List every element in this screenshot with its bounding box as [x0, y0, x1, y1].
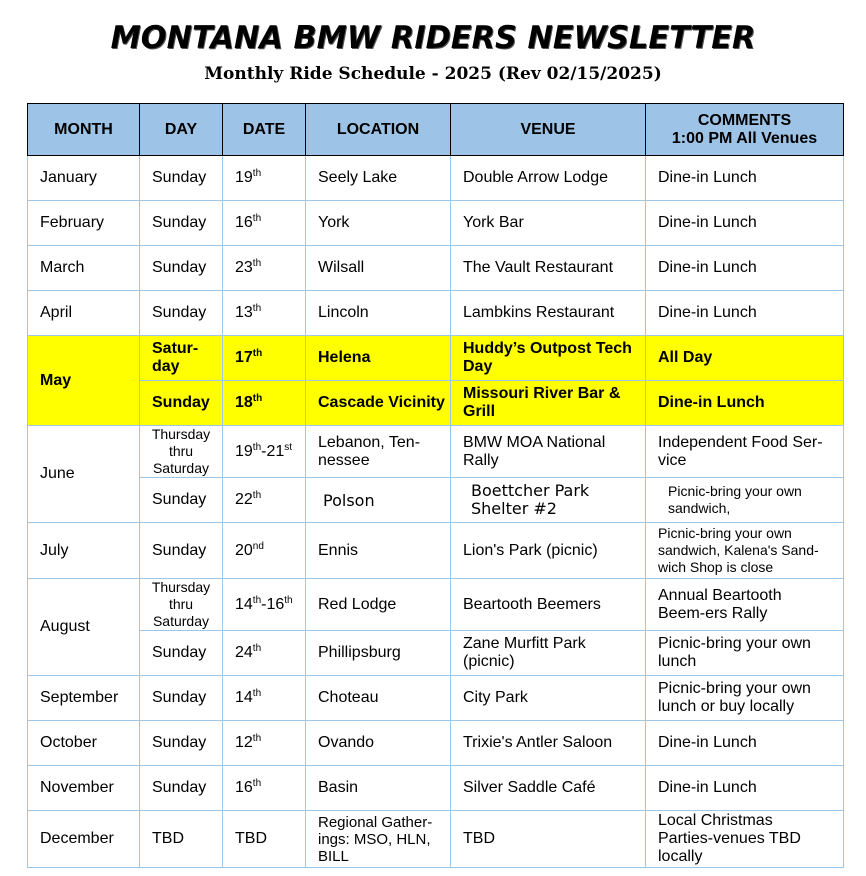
date-suffix: th — [252, 213, 262, 224]
date-suffix: th — [252, 778, 262, 789]
cell-comments: Dine-in Lunch — [646, 381, 844, 426]
cell-venue: Huddy’s Outpost Tech Day — [451, 336, 646, 381]
cell-date — [223, 201, 306, 246]
table-row-highlighted — [28, 381, 844, 426]
cell-venue: The Vault Restaurant — [451, 246, 646, 291]
date-value: 16 — [235, 779, 253, 796]
col-location: LOCATION — [306, 104, 451, 156]
cell-location: Ovando — [306, 721, 451, 766]
col-comments-sub: 1:00 PM All Venues — [671, 129, 818, 147]
date-suffix: th — [252, 303, 262, 314]
cell-month: August — [28, 579, 140, 676]
cell-month: June — [28, 426, 140, 523]
cell-day: Sunday — [140, 523, 223, 579]
cell-location: Seely Lake — [306, 156, 451, 201]
cell-location: Red Lodge — [306, 579, 451, 631]
newsletter-title: MONTANA BMW RIDERS NEWSLETTER — [110, 20, 756, 56]
cell-comments: Annual Beartooth Beem-ers Rally — [646, 579, 844, 631]
cell-date — [223, 156, 306, 201]
date-value: 13 — [235, 304, 253, 321]
cell-location: Choteau — [306, 676, 451, 721]
cell-month: December — [28, 811, 140, 868]
table-row — [28, 246, 844, 291]
cell-comments: Independent Food Ser-vice — [646, 426, 844, 478]
cell-venue: Lion's Park (picnic) — [451, 523, 646, 579]
cell-venue: Missouri River Bar & Grill — [451, 381, 646, 426]
table-row — [28, 426, 844, 478]
cell-location: Cascade Vicinity — [306, 381, 451, 426]
schedule-subtitle: Monthly Ride Schedule - 2025 (Rev 02/15/2025) — [204, 64, 662, 84]
cell-comments: Picnic-bring your own lunch — [646, 631, 844, 676]
date-value: 23 — [235, 259, 253, 276]
cell-date — [223, 291, 306, 336]
cell-comments: Picnic-bring your own sandwich, Kalena's Sand-wich Shop is close — [646, 523, 844, 579]
cell-location: Basin — [306, 766, 451, 811]
date-value: 12 — [235, 734, 253, 751]
cell-comments: Dine-in Lunch — [646, 291, 844, 336]
cell-day: Sunday — [140, 381, 223, 426]
date-suffix: th — [284, 594, 293, 606]
cell-location: Ennis — [306, 523, 451, 579]
date-suffix: th — [252, 168, 262, 179]
date-range-end: -16 — [261, 595, 285, 613]
cell-date — [223, 631, 306, 676]
col-venue: VENUE — [451, 104, 646, 156]
cell-day: Sunday — [140, 478, 223, 523]
cell-day: Thursday thru Saturday — [140, 426, 223, 478]
cell-month: January — [28, 156, 140, 201]
cell-day: Sunday — [140, 156, 223, 201]
date-suffix: th — [252, 441, 262, 453]
col-day: DAY — [140, 104, 223, 156]
table-row — [28, 721, 844, 766]
cell-venue: Beartooth Beemers — [451, 579, 646, 631]
table-row — [28, 156, 844, 201]
cell-location: Regional Gather-ings: MSO, HLN, BILL — [306, 811, 451, 868]
cell-comments: Picnic-bring your own lunch or buy locally — [646, 676, 844, 721]
date-suffix: st — [284, 441, 293, 453]
date-suffix: th — [252, 490, 262, 501]
cell-location: Polson — [306, 478, 451, 523]
date-value: 14 — [235, 595, 253, 613]
table-row — [28, 579, 844, 631]
date-suffix: th — [252, 594, 262, 606]
cell-day: Sunday — [140, 246, 223, 291]
date-value: 19 — [235, 442, 253, 460]
cell-day: Sunday — [140, 766, 223, 811]
cell-comments: Picnic-bring your own sandwich, — [646, 478, 844, 523]
cell-date — [223, 721, 306, 766]
cell-month: September — [28, 676, 140, 721]
date-suffix: th — [252, 258, 262, 269]
cell-comments: Dine-in Lunch — [646, 201, 844, 246]
cell-date — [223, 523, 306, 579]
cell-venue: York Bar — [451, 201, 646, 246]
cell-day: Sunday — [140, 201, 223, 246]
table-row — [28, 631, 844, 676]
cell-month: November — [28, 766, 140, 811]
date-value: 16 — [235, 214, 253, 231]
cell-month: July — [28, 523, 140, 579]
date-suffix: th — [252, 688, 262, 699]
table-header-row — [28, 104, 844, 156]
cell-date — [223, 676, 306, 721]
cell-location: Wilsall — [306, 246, 451, 291]
cell-location: Phillipsburg — [306, 631, 451, 676]
cell-location: York — [306, 201, 451, 246]
date-suffix: nd — [252, 540, 264, 552]
cell-date — [223, 336, 306, 381]
cell-venue: Zane Murfitt Park (picnic) — [451, 631, 646, 676]
table-row — [28, 766, 844, 811]
table-row — [28, 811, 844, 868]
cell-comments: Dine-in Lunch — [646, 766, 844, 811]
cell-location: Lebanon, Ten-nessee — [306, 426, 451, 478]
cell-venue: Lambkins Restaurant — [451, 291, 646, 336]
cell-location: Lincoln — [306, 291, 451, 336]
col-comments — [646, 104, 844, 156]
cell-comments: Dine-in Lunch — [646, 246, 844, 291]
cell-month: May — [28, 336, 140, 426]
cell-day: Sunday — [140, 291, 223, 336]
date-value: 22 — [235, 491, 253, 508]
date-range-end: -21 — [261, 442, 285, 460]
table-row — [28, 291, 844, 336]
cell-day: Thursday thru Saturday — [140, 579, 223, 631]
cell-date — [223, 246, 306, 291]
cell-venue: Boettcher Park Shelter #2 — [451, 478, 646, 523]
date-suffix: th — [252, 643, 262, 654]
cell-date — [223, 426, 306, 478]
cell-comments: All Day — [646, 336, 844, 381]
date-suffix: th — [252, 348, 263, 359]
table-row — [28, 523, 844, 579]
date-value: 18 — [235, 394, 253, 411]
cell-date: TBD — [223, 811, 306, 868]
cell-date — [223, 478, 306, 523]
cell-comments: Local Christmas Parties-venues TBD locally — [646, 811, 844, 868]
cell-comments: Dine-in Lunch — [646, 721, 844, 766]
date-suffix: th — [252, 733, 262, 744]
cell-month: February — [28, 201, 140, 246]
cell-location: Helena — [306, 336, 451, 381]
cell-day: Sunday — [140, 721, 223, 766]
cell-date — [223, 381, 306, 426]
cell-venue: City Park — [451, 676, 646, 721]
cell-day: Satur-day — [140, 336, 223, 381]
cell-venue: Trixie's Antler Saloon — [451, 721, 646, 766]
cell-venue: TBD — [451, 811, 646, 868]
cell-comments: Dine-in Lunch — [646, 156, 844, 201]
date-value: 14 — [235, 689, 253, 706]
cell-month: October — [28, 721, 140, 766]
date-suffix: th — [252, 393, 263, 404]
col-comments-label: COMMENTS — [697, 111, 792, 129]
cell-day: TBD — [140, 811, 223, 868]
cell-date — [223, 579, 306, 631]
date-value: 17 — [235, 349, 253, 366]
table-row-highlighted — [28, 336, 844, 381]
cell-venue: BMW MOA National Rally — [451, 426, 646, 478]
table-row — [28, 676, 844, 721]
cell-month: March — [28, 246, 140, 291]
col-month: MONTH — [28, 104, 140, 156]
cell-venue: Double Arrow Lodge — [451, 156, 646, 201]
cell-day: Sunday — [140, 676, 223, 721]
table-row — [28, 201, 844, 246]
date-value: 19 — [235, 169, 253, 186]
cell-day: Sunday — [140, 631, 223, 676]
date-value: 20 — [235, 541, 253, 559]
ride-schedule-table — [27, 103, 844, 868]
cell-venue: Silver Saddle Café — [451, 766, 646, 811]
cell-date — [223, 766, 306, 811]
cell-month: April — [28, 291, 140, 336]
table-row — [28, 478, 844, 523]
date-value: 24 — [235, 644, 253, 661]
col-date: DATE — [223, 104, 306, 156]
